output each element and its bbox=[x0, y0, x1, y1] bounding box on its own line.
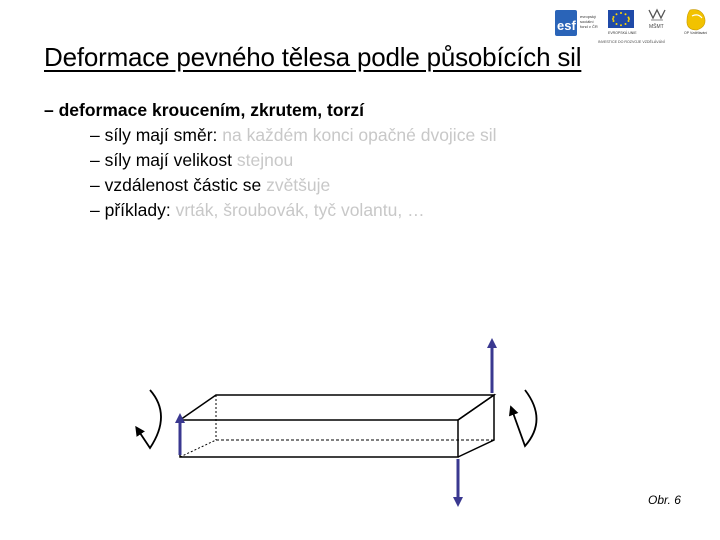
prism-top-face bbox=[180, 395, 494, 420]
prism-body bbox=[180, 395, 494, 457]
prism-right-face bbox=[458, 395, 494, 457]
svg-text:EVROPSKÁ UNIE: EVROPSKÁ UNIE bbox=[608, 31, 637, 35]
slide-title: Deformace pevného tělesa podle působících sil bbox=[44, 42, 582, 72]
svg-text:OP Vzdělávání: OP Vzdělávání bbox=[684, 31, 708, 35]
bullet-answer: vrták, šroubovák, tyč volantu, … bbox=[175, 200, 425, 220]
svg-text:evropský: evropský bbox=[580, 14, 597, 19]
svg-text:fond v ČR: fond v ČR bbox=[580, 24, 598, 29]
rotation-arrow-right-icon bbox=[512, 390, 537, 446]
bullet-text: – deformace kroucením, zkrutem, torzí bbox=[44, 100, 364, 120]
bullet-answer: na každém konci opačné dvojice sil bbox=[222, 125, 497, 145]
rotation-arrow-left-icon bbox=[138, 390, 161, 448]
figure-caption: Obr. 6 bbox=[648, 493, 681, 507]
svg-text:sociální: sociální bbox=[580, 19, 594, 24]
bullet-text: – příklady: bbox=[90, 200, 176, 220]
svg-text:MŠMT: MŠMT bbox=[649, 24, 664, 30]
bullet-text: – síly mají velikost bbox=[90, 150, 237, 170]
bullet-text: – síly mají směr: bbox=[90, 125, 223, 145]
bullet-text: – vzdálenost částic se bbox=[90, 175, 267, 195]
bullet-answer: zvětšuje bbox=[266, 175, 331, 195]
bullet-answer: stejnou bbox=[236, 150, 294, 170]
logo-footer-text: INVESTICE DO ROZVOJE VZDĚLÁVÁNÍ bbox=[598, 40, 665, 44]
prism-front-face bbox=[180, 420, 458, 457]
svg-text:esf: esf bbox=[557, 18, 576, 33]
